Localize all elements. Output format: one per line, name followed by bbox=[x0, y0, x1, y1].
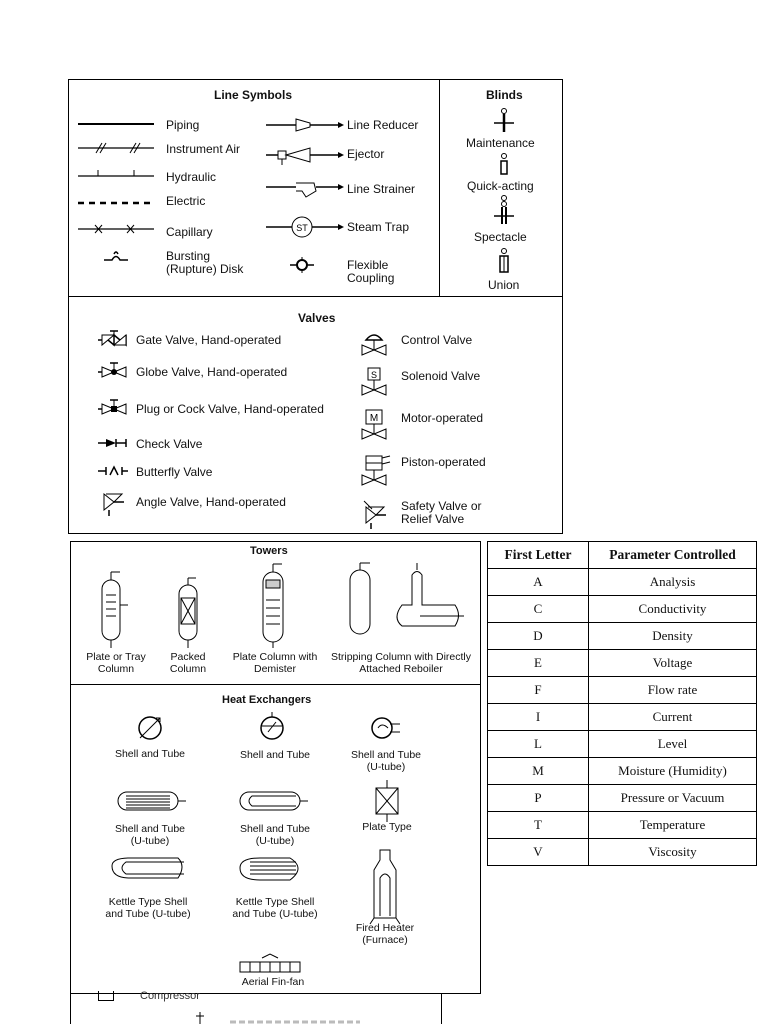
parameter-table-header bbox=[488, 542, 757, 569]
letter-cell: E bbox=[488, 650, 589, 677]
line-label-capillary: Capillary bbox=[166, 225, 213, 239]
line-symbols-title: Line Symbols bbox=[214, 88, 293, 102]
parameter-cell: Level bbox=[589, 731, 757, 758]
shell-tube-u-icon-2 bbox=[118, 792, 186, 810]
blinds-title: Blinds bbox=[486, 88, 523, 102]
blind-icons bbox=[492, 108, 516, 278]
table-row bbox=[488, 812, 757, 839]
letter-cell: V bbox=[488, 839, 589, 866]
fired-heater-icon bbox=[370, 850, 400, 924]
blind-label-union: Union bbox=[488, 278, 520, 292]
hx-label-shell-tube-u-3: Shell and Tube (U-tube) bbox=[239, 823, 311, 847]
hx-label-fired-heater: Fired Heater (Furnace) bbox=[355, 922, 415, 946]
line-label-steam-trap: Steam Trap bbox=[347, 220, 410, 234]
safety-valve-icon bbox=[364, 501, 386, 529]
towers-title: Towers bbox=[250, 545, 288, 557]
valves-title: Valves bbox=[298, 311, 336, 325]
aerial-fin-fan-icon bbox=[240, 954, 300, 972]
line-label-hydraulic: Hydraulic bbox=[166, 170, 217, 184]
header-first-letter: First Letter bbox=[488, 542, 589, 569]
line-icons-right bbox=[266, 113, 342, 273]
line-label-strainer: Line Strainer bbox=[347, 182, 416, 196]
spectacle-blind-icon bbox=[494, 196, 514, 225]
check-valve-icon bbox=[98, 439, 126, 447]
partial-symbol-icon bbox=[190, 1012, 370, 1024]
parameter-cell: Temperature bbox=[589, 812, 757, 839]
heat-exchangers-title: Heat Exchangers bbox=[222, 694, 312, 706]
line-icons-left bbox=[78, 115, 158, 275]
line-reducer-icon bbox=[266, 119, 344, 131]
control-valve-icon bbox=[362, 335, 386, 355]
valve-label-safety: Safety Valve or Relief Valve bbox=[401, 499, 482, 526]
union-blind-icon bbox=[500, 249, 508, 273]
gate-valve-icon bbox=[98, 331, 126, 345]
steam-trap-tag: ST bbox=[296, 223, 308, 233]
stripping-column-icon bbox=[350, 563, 464, 634]
letter-cell: L bbox=[488, 731, 589, 758]
table-row bbox=[488, 839, 757, 866]
tower-label-demister: Plate Column with Demister bbox=[232, 651, 318, 675]
header-parameter: Parameter Controlled bbox=[589, 542, 757, 569]
steam-trap-icon bbox=[266, 217, 344, 237]
parameter-cell: Conductivity bbox=[589, 596, 757, 623]
valve-label-motor: Motor-operated bbox=[401, 411, 484, 425]
line-label-bursting-disk: Bursting (Rupture) Disk bbox=[166, 249, 244, 276]
blind-label-quick-acting: Quick-acting bbox=[467, 179, 534, 193]
hx-label-kettle-2: Kettle Type Shell and Tube (U-tube) bbox=[232, 896, 318, 920]
letter-cell: D bbox=[488, 623, 589, 650]
blind-label-spectacle: Spectacle bbox=[474, 230, 527, 244]
valve-label-piston: Piston-operated bbox=[401, 455, 486, 469]
plate-column-demister-icon bbox=[263, 564, 283, 648]
compressor-label: Compressor bbox=[140, 990, 200, 1002]
bursting-disk-icon bbox=[104, 252, 128, 260]
parameter-cell: Viscosity bbox=[589, 839, 757, 866]
tower-label-stripping: Stripping Column with Directly Attached Reboiler bbox=[330, 651, 472, 675]
capillary-line-icon bbox=[78, 225, 154, 233]
valve-label-check: Check Valve bbox=[136, 437, 203, 451]
shell-tube-icon-1 bbox=[139, 717, 161, 739]
valve-label-solenoid: Solenoid Valve bbox=[401, 369, 481, 383]
hx-label-plate-type: Plate Type bbox=[362, 821, 412, 833]
parameter-cell: Current bbox=[589, 704, 757, 731]
letter-cell: I bbox=[488, 704, 589, 731]
butterfly-valve-icon bbox=[98, 467, 128, 475]
letter-cell: F bbox=[488, 677, 589, 704]
letter-cell: T bbox=[488, 812, 589, 839]
table-row bbox=[488, 758, 757, 785]
hx-label-shell-tube-2: Shell and Tube bbox=[239, 749, 311, 761]
plug-valve-icon bbox=[98, 400, 126, 414]
hx-label-kettle-1: Kettle Type Shell and Tube (U-tube) bbox=[105, 896, 191, 920]
flexible-coupling-icon bbox=[290, 257, 314, 273]
kettle-icon-1 bbox=[112, 858, 184, 878]
compressor-panel-left-edge bbox=[70, 994, 71, 1024]
kettle-icon-2 bbox=[240, 858, 298, 880]
table-row bbox=[488, 731, 757, 758]
letter-cell: M bbox=[488, 758, 589, 785]
blinds-divider bbox=[439, 79, 440, 297]
table-row bbox=[488, 704, 757, 731]
table-row bbox=[488, 596, 757, 623]
table-row bbox=[488, 623, 757, 650]
line-label-piping: Piping bbox=[166, 118, 200, 132]
maintenance-blind-icon bbox=[494, 109, 514, 133]
globe-valve-icon bbox=[98, 363, 126, 377]
tower-label-packed: Packed Column bbox=[169, 651, 207, 675]
hx-label-fin-fan: Aerial Fin-fan bbox=[241, 976, 305, 988]
line-label-ejector: Ejector bbox=[347, 147, 385, 161]
tower-icons bbox=[80, 560, 470, 650]
valve-label-globe: Globe Valve, Hand-operated bbox=[136, 365, 288, 379]
solenoid-valve-icon bbox=[362, 368, 386, 395]
valve-label-gate: Gate Valve, Hand-operated bbox=[136, 333, 282, 347]
valve-label-control: Control Valve bbox=[401, 333, 473, 347]
solenoid-tag: S bbox=[370, 370, 378, 380]
quick-acting-blind-icon bbox=[501, 154, 507, 175]
angle-valve-icon bbox=[104, 494, 124, 516]
table-row bbox=[488, 569, 757, 596]
motor-tag: M bbox=[369, 413, 379, 424]
piston-valve-icon bbox=[362, 456, 390, 485]
letter-cell: P bbox=[488, 785, 589, 812]
table-row bbox=[488, 677, 757, 704]
valve-icons-right bbox=[362, 330, 396, 530]
letter-cell: A bbox=[488, 569, 589, 596]
plate-type-icon bbox=[376, 780, 398, 822]
parameter-cell: Voltage bbox=[589, 650, 757, 677]
line-label-reducer: Line Reducer bbox=[347, 118, 419, 132]
packed-column-icon bbox=[179, 578, 197, 648]
parameter-table bbox=[487, 541, 757, 866]
line-label-electric: Electric bbox=[166, 194, 206, 208]
shell-tube-icon-2 bbox=[261, 712, 283, 739]
parameter-cell: Moisture (Humidity) bbox=[589, 758, 757, 785]
table-row bbox=[488, 650, 757, 677]
hx-label-shell-tube-u-1: Shell and Tube (U-tube) bbox=[350, 749, 422, 773]
compressor-icon bbox=[98, 991, 114, 1001]
ejector-icon bbox=[266, 148, 344, 165]
hydraulic-line-icon bbox=[78, 170, 154, 176]
tray-column-icon bbox=[102, 572, 128, 648]
letter-cell: C bbox=[488, 596, 589, 623]
instrument-air-line-icon bbox=[78, 143, 154, 153]
parameter-cell: Flow rate bbox=[589, 677, 757, 704]
compressor-panel-right-edge bbox=[441, 994, 442, 1024]
line-label-instrument-air: Instrument Air bbox=[166, 142, 241, 156]
valve-label-plug: Plug or Cock Valve, Hand-operated bbox=[136, 402, 324, 416]
motor-valve-icon bbox=[362, 410, 386, 439]
valve-label-butterfly: Butterfly Valve bbox=[136, 465, 213, 479]
hx-label-shell-tube-1: Shell and Tube bbox=[114, 748, 186, 760]
hx-label-shell-tube-u-2: Shell and Tube (U-tube) bbox=[114, 823, 186, 847]
blind-label-maintenance: Maintenance bbox=[466, 136, 535, 150]
line-label-flexible-coupling: Flexible Coupling bbox=[347, 258, 395, 285]
valve-label-angle: Angle Valve, Hand-operated bbox=[136, 495, 286, 509]
line-strainer-icon bbox=[266, 183, 344, 197]
parameter-cell: Analysis bbox=[589, 569, 757, 596]
shell-tube-u-icon-3 bbox=[240, 792, 308, 810]
tower-label-tray: Plate or Tray Column bbox=[86, 651, 146, 675]
parameter-cell: Pressure or Vacuum bbox=[589, 785, 757, 812]
shell-tube-u-icon-1 bbox=[372, 718, 400, 738]
table-row bbox=[488, 785, 757, 812]
valve-icons-left bbox=[98, 330, 132, 520]
parameter-cell: Density bbox=[589, 623, 757, 650]
